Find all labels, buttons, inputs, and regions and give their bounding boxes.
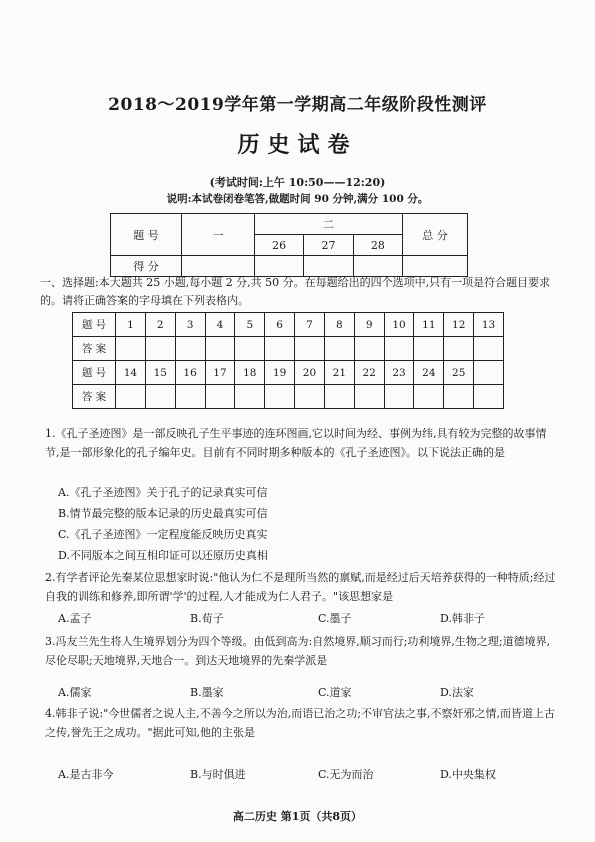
question-number-cell: 15 [145,361,175,385]
answer-cell[interactable] [205,337,235,361]
score-table-total: 总 分 [403,214,468,256]
question-number-cell: 2 [145,313,175,337]
question-number-cell: 17 [205,361,235,385]
question-number-cell: 20 [295,361,325,385]
answer-cell[interactable] [175,385,205,409]
question-number-cell: 24 [414,361,444,385]
question-stem: 2.有学者评论先秦某位思想家时说:"他认为仁不是理所当然的禀赋,而是经过后天培养获得的一种特质;经过自我的训练和修养,即所谓'学'的过程,人才能成为仁人君子。"该思想家是 [45,571,556,603]
question-number-cell: 21 [324,361,354,385]
answer-cell[interactable] [116,385,146,409]
question-3-option-b: B.墨家 [190,686,224,699]
question-2 [45,568,560,606]
answer-cell[interactable] [295,337,325,361]
question-number-cell: 14 [116,361,146,385]
question-1 [45,424,560,462]
score-table-sub-col: 27 [304,235,353,256]
answer-cell[interactable] [384,337,414,361]
answer-cell[interactable] [444,385,474,409]
answer-cell[interactable] [235,385,265,409]
score-table-score-label: 得 分 [111,256,182,277]
question-stem: 3.冯友兰先生将人生境界划分为四个等级。由低到高为:自然境界,顺习而行;功利境界,生物之理;道德境界,尽伦尽职;天地境界,天地合一。到达天地境界的先秦学派是 [45,635,551,667]
answer-grid-question-label: 题 号 [73,361,116,385]
answer-cell[interactable] [324,385,354,409]
answer-cell[interactable] [414,337,444,361]
score-table-part-two: 二 [255,214,403,235]
question-stem: 4.韩非子说:"今世儒者之说人主,不善今之所以为治,而语已治之功;不审官法之事,不察奸邪之情,而皆道上古之传,誉先王之成功。"据此可知,他的主张是 [45,707,555,739]
question-stem: 1.《孔子圣迹图》是一部反映孔子生平事迹的连环图画,它以时间为经、事例为纬,具有较为完整的故事情节,是一部形象化的孔子编年史。目前有不同时期多种版本的《孔子圣迹图》。以下说法正确的是 [45,427,547,459]
question-number-cell: 25 [444,361,474,385]
question-1-option-a: A.《孔子圣迹图》关于孔子的记录真实可信 [58,486,268,499]
question-1-option-c: C.《孔子圣迹图》一定程度能反映历史真实 [58,528,268,541]
question-number-cell: 6 [265,313,295,337]
score-table [110,213,468,277]
score-table-sub-col: 26 [255,235,304,256]
question-3-option-d: D.法家 [440,686,474,699]
question-4-option-b: B.与时俱进 [190,768,246,781]
question-number-cell: 4 [205,313,235,337]
answer-cell[interactable] [295,385,325,409]
question-2-option-c: C.墨子 [318,612,352,625]
score-table-part-one: 一 [182,214,255,256]
answer-grid [72,312,504,409]
answer-grid-question-label: 题 号 [73,313,116,337]
answer-cell[interactable] [205,385,235,409]
question-3-option-c: C.道家 [318,686,352,699]
question-number-cell: 1 [116,313,146,337]
answer-cell[interactable] [414,385,444,409]
empty-cell [474,385,504,409]
question-number-cell: 5 [235,313,265,337]
question-number-cell: 18 [235,361,265,385]
answer-grid-answer-label: 答 案 [73,337,116,361]
exam-header-title: 2018～2019学年第一学期高二年级阶段性测评 [108,95,487,115]
question-1-option-d: D.不同版本之间互相印证可以还原历史真相 [58,549,268,562]
question-number-cell: 19 [265,361,295,385]
question-4-option-c: C.无为而治 [318,768,374,781]
question-1-option-b: B.情节最完整的版本记录的历史最真实可信 [58,507,268,520]
question-number-cell: 9 [354,313,384,337]
question-number-cell: 16 [175,361,205,385]
question-number-cell: 8 [324,313,354,337]
answer-cell[interactable] [145,385,175,409]
question-number-cell: 22 [354,361,384,385]
empty-cell [474,361,504,385]
question-number-cell: 11 [414,313,444,337]
question-3-option-a: A.儒家 [58,686,92,699]
question-number-cell: 3 [175,313,205,337]
answer-cell[interactable] [354,337,384,361]
question-number-cell: 12 [444,313,474,337]
question-4 [45,704,560,742]
answer-cell[interactable] [384,385,414,409]
document-title: 历史试卷 [237,132,358,158]
exam-note: 说明:本试卷闭卷笔答,做题时间 90 分钟,满分 100 分。 [166,193,429,205]
answer-cell[interactable] [265,385,295,409]
question-4-option-a: A.是古非今 [58,768,114,781]
answer-cell[interactable] [175,337,205,361]
score-table-sub-col: 28 [353,235,402,256]
answer-cell[interactable] [145,337,175,361]
question-2-option-b: B.荀子 [190,612,224,625]
page-footer: 高二历史 第1页（共8页） [232,810,363,823]
question-2-option-d: D.韩非子 [440,612,485,625]
answer-cell[interactable] [444,337,474,361]
question-number-cell: 7 [295,313,325,337]
question-4-option-d: D.中央集权 [440,768,496,781]
question-number-cell: 13 [474,313,504,337]
exam-time: (考试时间:上午 10:50——12:20) [209,176,386,189]
answer-cell[interactable] [324,337,354,361]
answer-cell[interactable] [235,337,265,361]
answer-grid-answer-label: 答 案 [73,385,116,409]
score-table-question-label: 题 号 [111,214,182,256]
answer-cell[interactable] [265,337,295,361]
question-number-cell: 10 [384,313,414,337]
question-number-cell: 23 [384,361,414,385]
answer-cell[interactable] [116,337,146,361]
section-one-heading: 一、选择题:本大题共 25 小题,每小题 2 分,共 50 分。在每题给出的四个选项中,只有一项是符合题目要求的。请将正确答案的字母填在下列表格内。 [40,276,551,307]
answer-cell[interactable] [354,385,384,409]
answer-cell[interactable] [474,337,504,361]
question-2-option-a: A.孟子 [58,612,92,625]
question-3 [45,632,560,670]
